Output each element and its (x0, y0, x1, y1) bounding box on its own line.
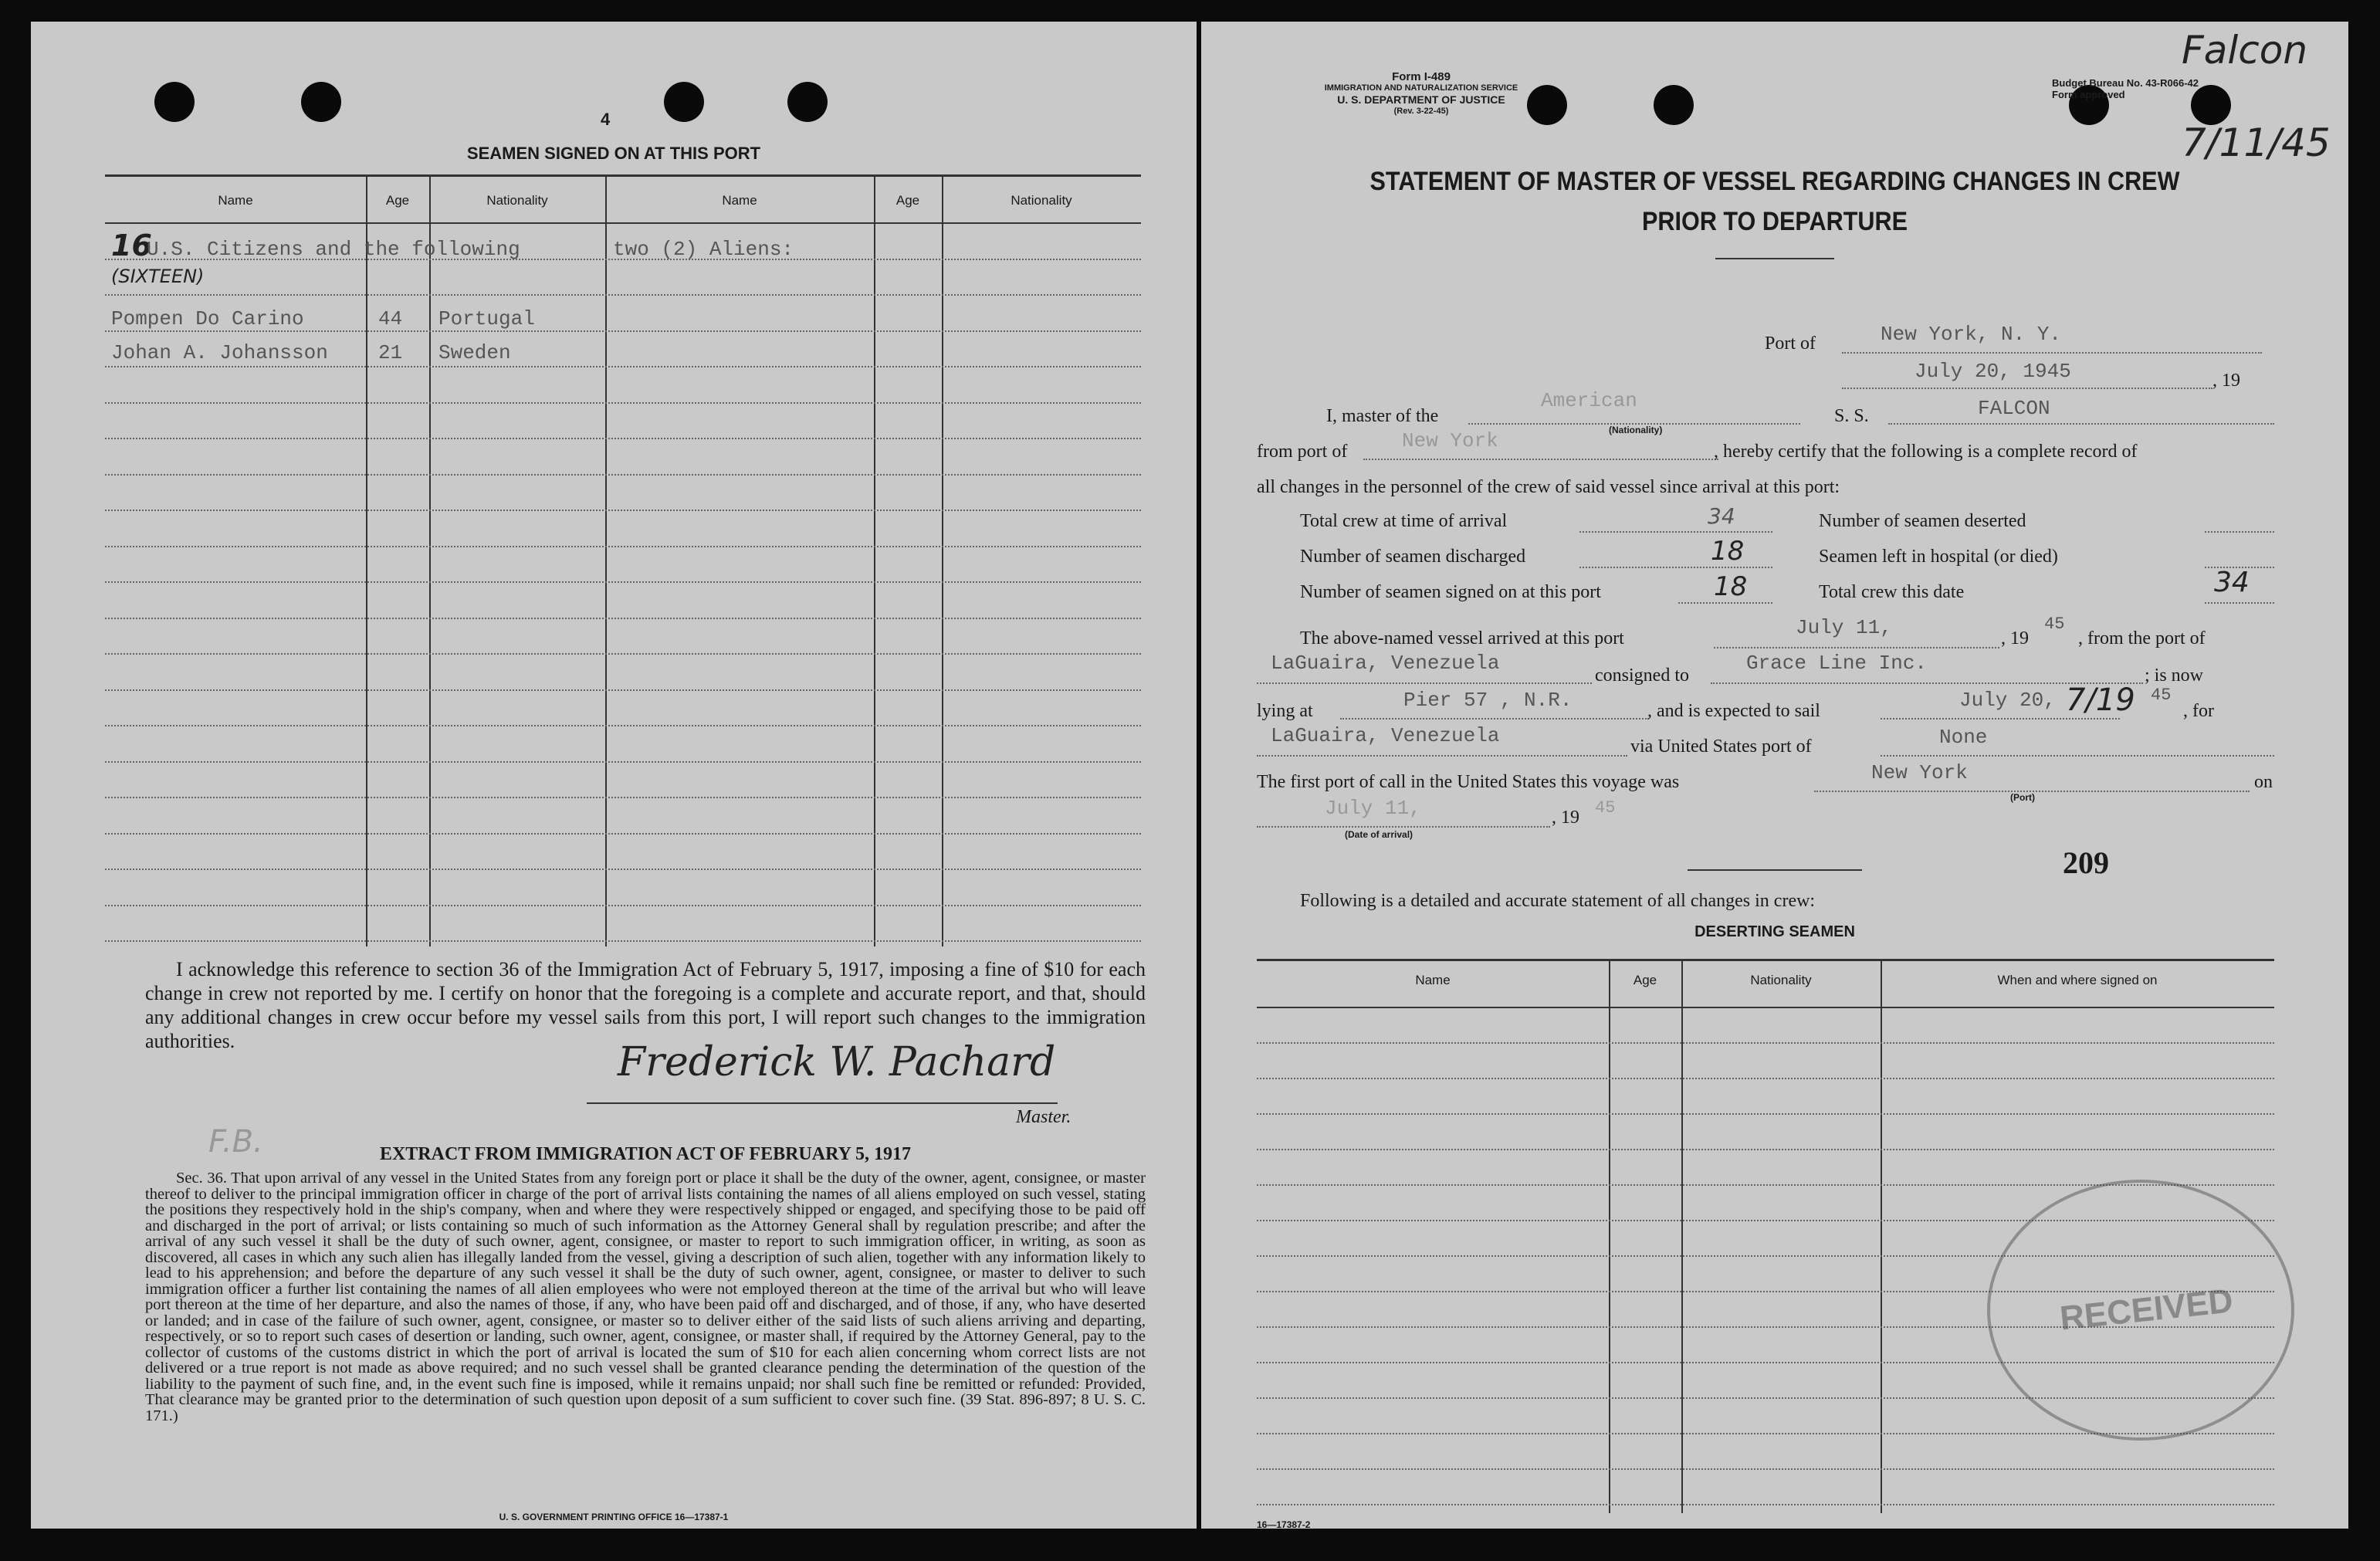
port-caption: (Port) (2010, 792, 2035, 803)
column-header: Nationality (1011, 193, 1072, 208)
seaman-age: 44 (378, 307, 403, 330)
table-rule (105, 940, 1141, 942)
arrival-year-prefix: , 19 (2001, 628, 2029, 648)
crew-note-right: two (2) Aliens: (613, 238, 794, 261)
table-rule (105, 474, 1141, 476)
table-rule (105, 402, 1141, 404)
lying-label: lying at (1257, 701, 1313, 721)
table-rule (105, 510, 1141, 511)
deserting-title: DESERTING SEAMEN (1694, 923, 1855, 940)
first-arrival-year: 45 (1595, 798, 1616, 818)
sail-date-handwritten: 7/19 (2066, 682, 2135, 718)
acknowledgement-text: I acknowledge this reference to section 36 of the Immigration Act of February 5, 1917, imposing a fine of $10 for each change in crew not reported by me. I certify on honor that the foregoing is a complete and accurate report, and that, should any additional changes in crew occur before my vessel sails from this port, I will report such changes to the immigration authorities. (145, 958, 1146, 1052)
punch-hole (154, 82, 195, 122)
table-rule (1257, 1149, 2274, 1150)
extract-text: Sec. 36. That upon arrival of any vessel in the United States from any foreign port or place it shall be the duty of the owner, agent, consignee, or master thereof to deliver to the principal immigration officer in charge of the port of arrival lists containing the names of all aliens employed on such vessel, stating the positions they respectively hold in the ship's company, when and where they were respectively shipped or engaged, and specifying those to be paid off and discharged in the port of arrival; or lists containing so much of such information as the Attorney General shall by regulation prescribe; and after the arrival of any such vessel it shall be the duty of such owner, agent, consignee, or master to report to such immigration officer, in writing, as soon as discovered, all cases in which any such alien has illegally landed from the vessel, giving a description of such alien, together with any information likely to lead to his apprehension; and before the departure of any such vessel it shall be the duty of such owner, agent, consignee, or master to deliver to such immigration officer a further list containing the names of all alien employees who were not employed thereon at the time of the arrival but who will leave port thereon at the time of her departure, and also the names of those, if any, who have been paid off and discharged, and of those, if any, who have deserted or landed; and in case of the failure of such owner, agent, consignee, or master so to deliver either of the said lists of such aliens arriving and departing, respectively, or so to report such cases of desertion or landing, such owner, agent, consignee, or master shall, if required by the Attorney General, pay to the collector of customs of the customs district in which the port of arrival is located the sum of $10 for each alien concerning whom correct lists are not delivered or a true report is not made as above required; and no such vessel shall be granted clearance pending the determination of the question of the liability to the payment of such fine, and, in the event such fine is imposed, while it remains unpaid; nor shall such fine be remitted or refunded: Provided, That clearance may be granted prior to the determination of such question upon deposit of a sum sufficient to cover such fine. (39 Stat. 896-897; 8 U. S. C. 171.) (145, 1170, 1146, 1424)
form-subtitle: PRIOR TO DEPARTURE (1642, 207, 1908, 236)
column-header: Name (722, 193, 757, 208)
from-port-label: from port of (1257, 442, 1348, 462)
stat-label: Total crew at time of arrival (1300, 511, 1508, 531)
vessel-nationality: American (1541, 389, 1637, 412)
stat-label: Seamen left in hospital (or died) (1819, 547, 2058, 567)
table-rule (105, 653, 1141, 655)
consignee: Grace Line Inc. (1746, 652, 1928, 675)
table-rule (1257, 1468, 2274, 1470)
revision: (Rev. 3-22-45) (1393, 107, 1449, 116)
sail-year: 45 (2151, 686, 2172, 705)
table-rule (1257, 1113, 2274, 1115)
nationality-caption: (Nationality) (1609, 425, 1663, 435)
punch-hole (301, 82, 341, 122)
punch-hole (787, 82, 828, 122)
table-rule (1257, 1042, 2274, 1044)
table-rule (105, 797, 1141, 798)
column-header: Age (1633, 973, 1657, 987)
via-label: via United States port of (1630, 736, 1812, 757)
sail-date: July 20, (1959, 689, 2056, 712)
form-number: Form I-489 (1392, 70, 1451, 83)
stat-value: 34 (1708, 503, 1735, 529)
table-rule (105, 905, 1141, 906)
handwritten-date: 7/11/45 (2182, 120, 2331, 165)
table-rule (1257, 1504, 2274, 1505)
table-rule (105, 869, 1141, 870)
table-rule (1257, 1078, 2274, 1079)
section-title: SEAMEN SIGNED ON AT THIS PORT (466, 144, 761, 163)
arrival-year: 45 (2044, 615, 2065, 634)
stat-label: Total crew this date (1819, 582, 1965, 602)
form-header (1255, 71, 1587, 117)
date-suffix: , 19 (2212, 371, 2240, 391)
stat-label: Number of seamen signed on at this port (1300, 582, 1601, 602)
certify-text-2: all changes in the personnel of the crew of said vessel since arrival at this port: (1257, 477, 1840, 497)
handwritten-ship: Falcon (2182, 28, 2308, 73)
for-label: , for (2183, 701, 2214, 721)
form-title: STATEMENT OF MASTER OF VESSEL REGARDING CHANGES IN CREW (1369, 167, 2180, 196)
first-port-value: New York (1871, 761, 1968, 784)
ship-name: FALCON (1978, 397, 2050, 420)
via-port: None (1939, 726, 1988, 749)
table-rule (105, 546, 1141, 547)
stat-label: Number of seamen discharged (1300, 547, 1526, 567)
port-value: New York, N. Y. (1881, 323, 2062, 346)
crew-count-words: (SIXTEEN) (111, 266, 205, 287)
table-rule (105, 294, 1141, 296)
stat-value: 34 (2214, 567, 2250, 598)
first-arrival-date: July 11, (1325, 797, 1421, 820)
clerk-initials: F.B. (208, 1124, 263, 1160)
table-rule (105, 438, 1141, 439)
table-rule (105, 725, 1141, 726)
table-rule (105, 833, 1141, 835)
on-label: on (2254, 772, 2273, 792)
printer-line: U. S. GOVERNMENT PRINTING OFFICE 16—17387-1 (499, 1512, 729, 1522)
seaman-age: 21 (378, 341, 403, 364)
stat-value: 18 (1714, 571, 1748, 602)
printer-line: 16—17387-2 (1257, 1519, 1311, 1530)
column-header: When and where signed on (1997, 973, 2158, 987)
seaman-nationality: Sweden (438, 341, 511, 364)
first-year-prefix: , 19 (1552, 808, 1579, 828)
left-page (31, 22, 1197, 1529)
seaman-name: Pompen Do Carino (111, 307, 304, 330)
stat-value: 18 (1711, 536, 1745, 567)
stat-label: Number of seamen deserted (1819, 511, 2026, 531)
table-rule (105, 618, 1141, 619)
master-signature: Frederick W. Pachard (618, 1039, 1056, 1085)
seaman-nationality: Portugal (438, 307, 535, 330)
table-rule (105, 366, 1141, 367)
column-header: Nationality (486, 193, 548, 208)
table-rule (105, 581, 1141, 583)
arrived-label: The above-named vessel arrived at this port (1300, 628, 1624, 648)
extract-title: EXTRACT FROM IMMIGRATION ACT OF FEBRUARY 5, 1917 (379, 1144, 912, 1164)
punch-hole (664, 82, 704, 122)
budget-bureau (2052, 77, 2199, 100)
form-approved: Form approved (2052, 89, 2125, 100)
from-port-of-label: , from the port of (2078, 628, 2206, 648)
page-number: 4 (601, 110, 611, 129)
form-sequence-number: 209 (2063, 845, 2109, 880)
master-label: I, master of the (1326, 406, 1439, 426)
following-label: Following is a detailed and accurate statement of all changes in crew: (1300, 891, 1816, 911)
stamp-text: RECEIVED (2058, 1282, 2235, 1338)
column-header: Age (895, 193, 920, 208)
crew-count-handwritten: 16 (111, 229, 152, 262)
is-now-label: ; is now (2145, 665, 2204, 686)
column-header: Age (385, 193, 410, 208)
signature-label: Master. (1016, 1107, 1072, 1127)
department-name: U. S. DEPARTMENT OF JUSTICE (1337, 93, 1505, 106)
column-header: Name (218, 193, 253, 208)
origin-port: LaGuaira, Venezuela (1271, 652, 1500, 675)
from-port-value: New York (1402, 429, 1498, 452)
first-port-label: The first port of call in the United States this voyage was (1257, 772, 1680, 792)
destination: LaGuaira, Venezuela (1271, 724, 1500, 747)
crew-note: U.S. Citizens and the following (147, 238, 520, 261)
ss-label: S. S. (1834, 406, 1869, 426)
sail-label: , and is expected to sail (1647, 701, 1820, 721)
report-date: July 20, 1945 (1914, 360, 2071, 383)
received-stamp (1987, 1180, 2294, 1441)
table-rule (105, 761, 1141, 763)
table-rule (105, 689, 1141, 691)
certify-text: , hereby certify that the following is a complete record of (1714, 442, 2138, 462)
arrival-date: July 11, (1796, 616, 1892, 639)
right-page (1201, 22, 2348, 1529)
seaman-name: Johan A. Johansson (111, 341, 328, 364)
date-arrival-caption: (Date of arrival) (1345, 829, 1413, 840)
consigned-label: consigned to (1595, 665, 1689, 686)
budget-number: Budget Bureau No. 43-R066-42 (2052, 77, 2199, 89)
column-header: Nationality (1750, 973, 1812, 987)
agency-name: IMMIGRATION AND NATURALIZATION SERVICE (1324, 83, 1518, 93)
column-header: Name (1415, 973, 1451, 987)
punch-hole (1654, 85, 1694, 125)
pier-location: Pier 57 , N.R. (1403, 689, 1573, 712)
port-label: Port of (1765, 334, 1816, 354)
